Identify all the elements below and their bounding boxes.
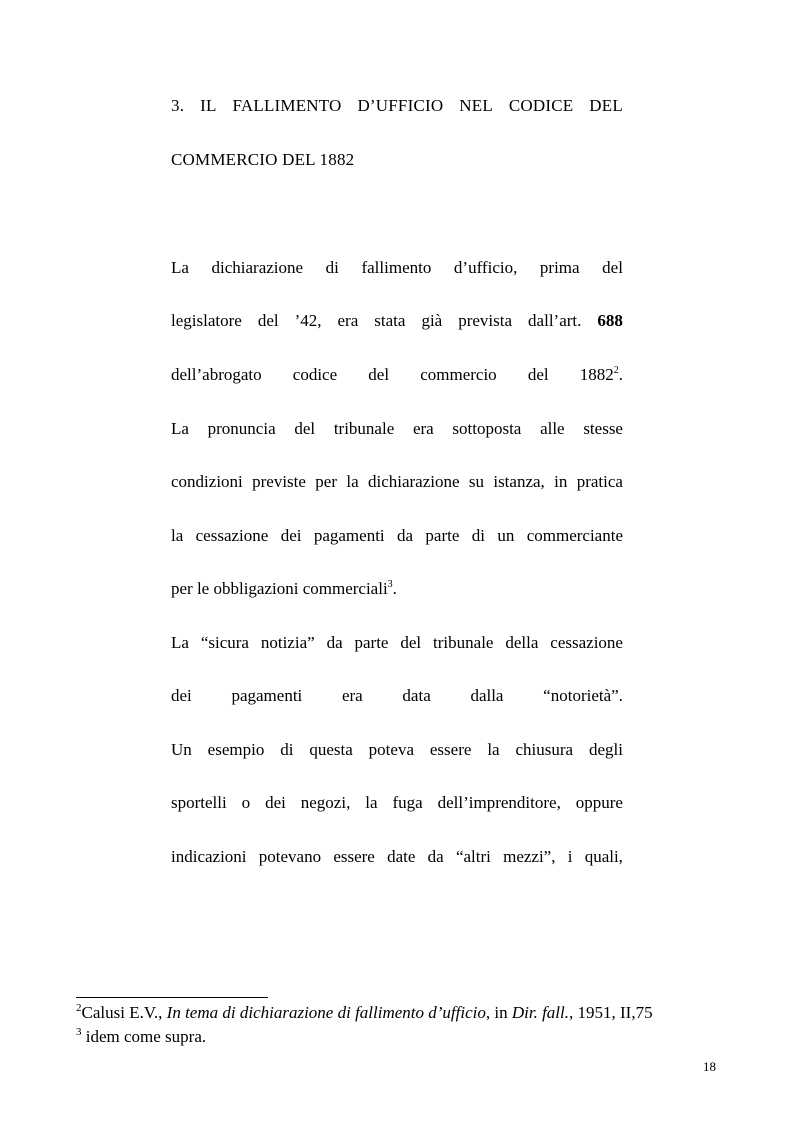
word: mezzi”, <box>503 847 556 866</box>
body-line-8 <box>171 633 623 653</box>
word: parte <box>425 526 460 545</box>
body-line-12 <box>171 847 623 867</box>
word: data <box>402 686 431 705</box>
word: parte <box>354 633 389 652</box>
footnote-2-author: Calusi E.V., <box>81 1003 167 1022</box>
word: del <box>294 419 316 438</box>
word: NEL <box>459 96 493 115</box>
word: previste <box>252 472 306 491</box>
word: del <box>400 633 422 652</box>
word: IL <box>200 96 217 115</box>
word: “sicura <box>200 633 249 652</box>
word: “notorietà”. <box>543 686 623 705</box>
word: era <box>341 686 363 705</box>
word: pronuncia <box>207 419 276 438</box>
word: sportelli <box>171 793 227 812</box>
word: CODICE <box>508 96 574 115</box>
word: esempio <box>207 740 265 759</box>
word: codice <box>292 365 338 384</box>
body-line-5 <box>171 472 623 492</box>
word: “altri <box>455 847 491 866</box>
word: essere <box>429 740 472 759</box>
word: di <box>471 526 485 545</box>
word: di <box>325 258 339 277</box>
word: alle <box>540 419 565 438</box>
word: la <box>365 793 378 812</box>
word: La <box>171 633 189 652</box>
word: Un <box>171 740 192 759</box>
word: commerciante <box>526 526 623 545</box>
word: la <box>346 472 359 491</box>
word: ’42, <box>294 311 322 330</box>
word: dalla <box>470 686 504 705</box>
body-line-3 <box>171 365 623 385</box>
word: stesse <box>583 419 623 438</box>
section-heading-line-2: COMMERCIO DEL 1882 <box>171 150 355 169</box>
word: fuga <box>392 793 423 812</box>
word: dei <box>280 526 302 545</box>
word: notizia” <box>260 633 315 652</box>
footnote-3-text: idem come supra. <box>81 1027 207 1046</box>
word: da <box>427 847 444 866</box>
word: del <box>368 365 390 384</box>
word: degli <box>588 740 623 759</box>
word: era <box>412 419 434 438</box>
word: La <box>171 258 189 277</box>
word: oppure <box>575 793 623 812</box>
body-line-3-end <box>580 365 623 385</box>
word: essere <box>333 847 375 866</box>
word: indicazioni <box>171 847 247 866</box>
word: la <box>171 526 184 545</box>
word: date <box>387 847 416 866</box>
word: per <box>315 472 337 491</box>
word: condizioni <box>171 472 243 491</box>
word: dei <box>265 793 286 812</box>
footnote-ref-2[interactable]: 2 <box>613 365 619 376</box>
word: DEL <box>589 96 623 115</box>
word: i <box>567 847 573 866</box>
body-line-9 <box>171 686 623 706</box>
word: prevista <box>458 311 513 330</box>
word: già <box>421 311 443 330</box>
section-heading-line-1 <box>171 96 623 116</box>
word: del <box>527 365 549 384</box>
word: poteva <box>368 740 414 759</box>
word: La <box>171 419 189 438</box>
word: chiusura <box>515 740 574 759</box>
footnote-2-mid: , in <box>485 1003 512 1022</box>
period: . <box>392 579 397 598</box>
word: tribunale <box>333 419 395 438</box>
word: 3. <box>171 96 185 115</box>
word: quali, <box>584 847 623 866</box>
body-line-2 <box>171 311 623 331</box>
word: in <box>554 472 568 491</box>
footnote-2-title: In tema di dichiarazione di fallimento d’ufficio <box>166 1003 486 1022</box>
word: dichiarazione <box>211 258 304 277</box>
body-line-7-text: per le obbligazioni commerciali <box>171 579 388 598</box>
word: un <box>497 526 515 545</box>
word: prima <box>539 258 580 277</box>
article-number: 688 <box>597 311 623 330</box>
word: da <box>326 633 343 652</box>
word: cessazione <box>550 633 623 652</box>
word: dell’imprenditore, <box>437 793 561 812</box>
body-line-4 <box>171 419 623 439</box>
word: dichiarazione <box>367 472 460 491</box>
word: su <box>468 472 484 491</box>
word: stata <box>374 311 406 330</box>
word: della <box>505 633 539 652</box>
footnote-3 <box>76 1027 206 1047</box>
word: dei <box>171 686 192 705</box>
body-line-7 <box>171 579 623 599</box>
footnote-2-rest: , 1951, II,75 <box>569 1003 653 1022</box>
word: questa <box>309 740 353 759</box>
footnote-2 <box>76 1003 653 1023</box>
word: potevano <box>258 847 322 866</box>
footnote-3-mark: 3 <box>76 1026 82 1038</box>
word: era <box>337 311 359 330</box>
word: FALLIMENTO <box>232 96 342 115</box>
footnote-ref-3[interactable]: 3 <box>387 579 393 590</box>
body-line-11 <box>171 793 623 813</box>
word: dell’abrogato <box>171 365 262 384</box>
footnote-2-mark: 2 <box>76 1002 82 1014</box>
year-text: 1882 <box>579 365 614 384</box>
word: d’ufficio, <box>453 258 518 277</box>
word: pagamenti <box>231 686 303 705</box>
word: del <box>602 258 623 277</box>
page-number: 18 <box>703 1059 716 1074</box>
footnote-separator <box>76 997 268 998</box>
word: istanza, <box>493 472 545 491</box>
word: pagamenti <box>313 526 385 545</box>
period: . <box>618 365 623 384</box>
word: sottoposta <box>452 419 522 438</box>
word: la <box>487 740 500 759</box>
word: negozi, <box>300 793 351 812</box>
word: da <box>397 526 414 545</box>
body-line-1 <box>171 258 623 278</box>
word: commercio <box>420 365 497 384</box>
word: tribunale <box>433 633 494 652</box>
body-line-6 <box>171 526 623 546</box>
word: fallimento <box>361 258 432 277</box>
word: dall’art. <box>528 311 582 330</box>
body-line-10 <box>171 740 623 760</box>
footnote-2-journal: Dir. fall. <box>511 1003 569 1022</box>
word: legislatore <box>171 311 242 330</box>
word: D’UFFICIO <box>357 96 444 115</box>
word: pratica <box>576 472 623 491</box>
word: di <box>280 740 294 759</box>
word: cessazione <box>195 526 269 545</box>
word: o <box>241 793 251 812</box>
word: del <box>257 311 279 330</box>
